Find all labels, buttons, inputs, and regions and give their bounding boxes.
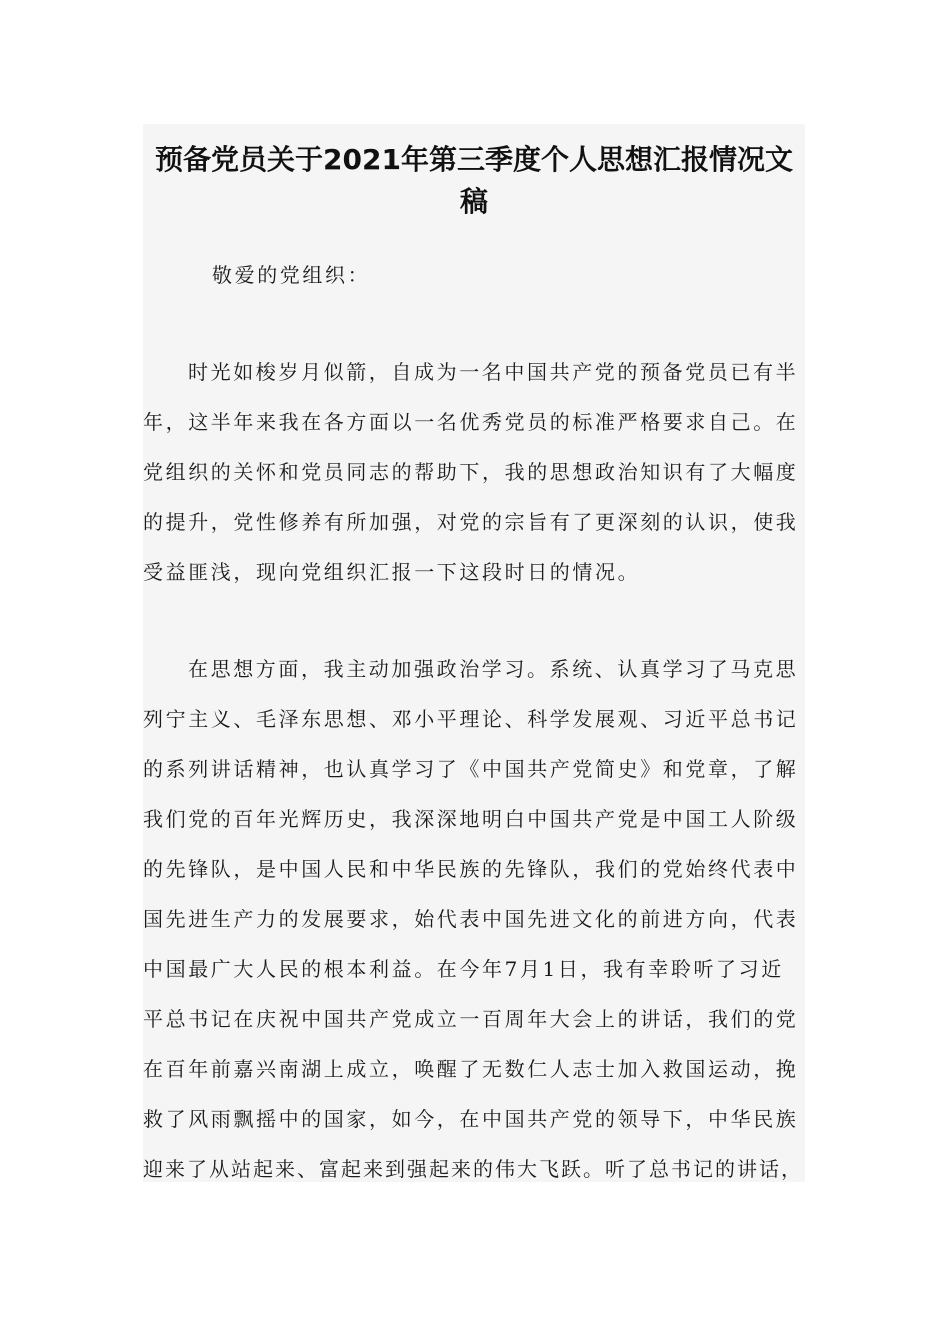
paragraph-line: 年，这半年来我在各方面以一名优秀党员的标准严格要求自己。在 <box>143 410 799 434</box>
paragraph-line: 的提升，党性修养有所加强，对党的宗旨有了更深刻的认识，使我 <box>143 510 799 534</box>
paragraph-line: 的系列讲话精神，也认真学习了《中国共产党简史》和党章，了解 <box>143 757 799 781</box>
paragraph-line: 党组织的关怀和党员同志的帮助下，我的思想政治知识有了大幅度 <box>143 460 799 484</box>
paragraph-line: 中国最广大人民的根本利益。在今年7月1日，我有幸聆听了习近 <box>143 957 784 981</box>
paragraph-line: 平总书记在庆祝中国共产党成立一百周年大会上的讲话，我们的党 <box>143 1007 799 1031</box>
paragraph-line: 受益匪浅，现向党组织汇报一下这段时日的情况。 <box>143 560 641 584</box>
paragraph-line: 在百年前嘉兴南湖上成立，唤醒了无数仁人志士加入救国运动，挽 <box>143 1057 799 1081</box>
paragraph-line: 迎来了从站起来、富起来到强起来的伟大飞跃。听了总书记的讲话， <box>143 1157 803 1181</box>
paragraph-line: 救了风雨飘摇中的国家，如今，在中国共产党的领导下，中华民族 <box>143 1107 799 1131</box>
document-title-line-1: 预备党员关于2021年第三季度个人思想汇报情况文 <box>155 143 793 176</box>
document-page <box>143 124 805 1182</box>
paragraph-line: 时光如梭岁月似箭，自成为一名中国共产党的预备党员已有半 <box>188 360 799 384</box>
paragraph-line: 列宁主义、毛泽东思想、邓小平理论、科学发展观、习近平总书记 <box>143 707 799 731</box>
document-title-line-2: 稿 <box>459 185 488 218</box>
paragraph-line: 我们党的百年光辉历史，我深深地明白中国共产党是中国工人阶级 <box>143 807 799 831</box>
salutation: 敬爱的党组织： <box>212 263 371 287</box>
paragraph-line: 国先进生产力的发展要求，始代表中国先进文化的前进方向，代表 <box>143 907 799 931</box>
paragraph-line: 的先锋队，是中国人民和中华民族的先锋队，我们的党始终代表中 <box>143 857 799 881</box>
paragraph-line: 在思想方面，我主动加强政治学习。系统、认真学习了马克思 <box>188 657 799 681</box>
